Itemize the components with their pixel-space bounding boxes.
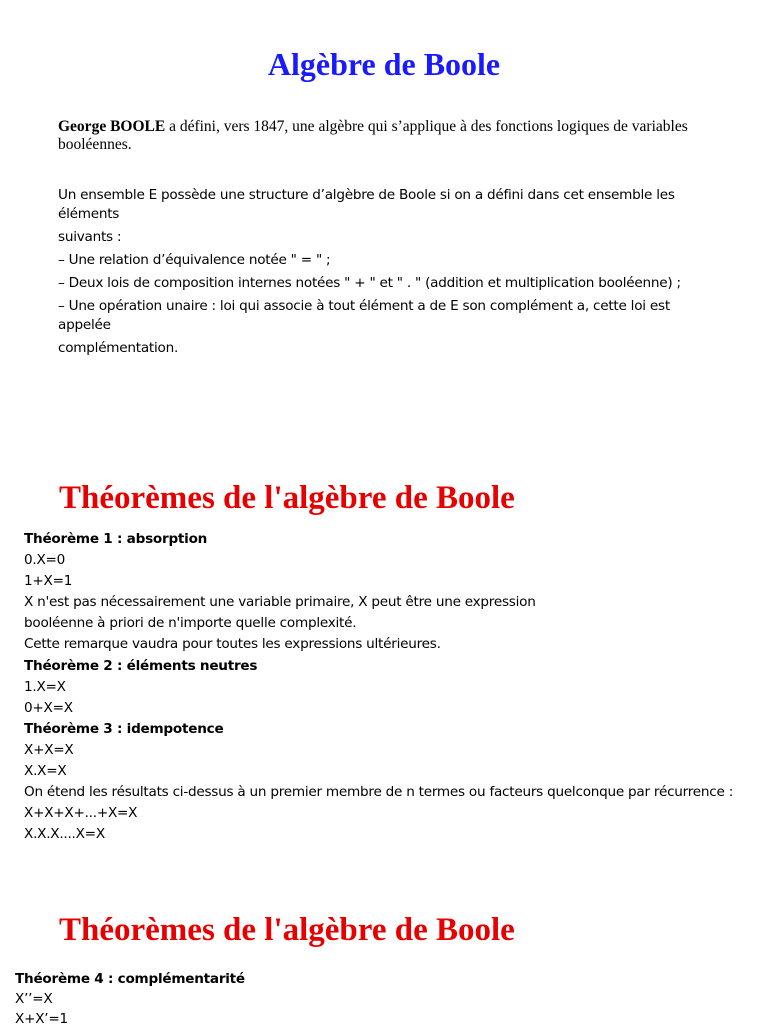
theorem-line: 0+X=X — [24, 699, 73, 716]
intro-text: a défini, vers 1847, une algèbre qui s’applique à des fonctions logiques de variables booléennes. — [58, 118, 688, 153]
theorem-line: X+X’=1 — [15, 1011, 68, 1027]
theorem-title: Théorème 2 : éléments neutres — [24, 657, 258, 674]
theorem-title: Théorème 3 : idempotence — [24, 720, 224, 737]
theorem-line: X.X.X....X=X — [24, 826, 105, 843]
theorem-line: X n'est pas nécessairement une variable primaire, X peut être une expression — [24, 594, 536, 611]
definition-line: suivants : — [58, 229, 122, 245]
theorem-line: 0.X=0 — [24, 552, 66, 569]
author-name: George BOOLE — [58, 118, 166, 135]
theorems-block-continued — [15, 969, 735, 1029]
theorem-line: Cette remarque vaudra pour toutes les expressions ultérieures. — [24, 636, 441, 653]
definition-line: – Deux lois de composition internes notées " + " et " . " (addition et multiplication booléenne) ; — [58, 275, 681, 291]
page-title: Algèbre de Boole — [267, 46, 501, 82]
definition-block — [58, 186, 718, 358]
definition-line: complémentation. — [58, 340, 179, 356]
section-heading: Théorèmes de l'algèbre de Boole — [59, 912, 515, 948]
theorems-block — [24, 529, 744, 845]
theorem-line: X+X=X — [24, 741, 74, 758]
intro-paragraph — [58, 118, 708, 154]
theorem-line: X.X=X — [24, 763, 67, 780]
definition-line: Un ensemble E possède une structure d’algèbre de Boole si on a défini dans cet ensemble les éléments — [58, 187, 675, 222]
theorem-line: 1+X=1 — [24, 573, 73, 590]
theorem-line: 1.X=X — [24, 678, 66, 695]
theorem-line: X’’=X — [15, 991, 53, 1007]
theorem-line: X+X+X+...+X=X — [24, 805, 138, 822]
definition-line: – Une opération unaire : loi qui associe à tout élément a de E son complément a, cette loi est appelée — [58, 298, 670, 333]
definition-line: – Une relation d’équivalence notée " = " ; — [58, 252, 331, 268]
section-heading: Théorèmes de l'algèbre de Boole — [59, 480, 515, 516]
theorem-line: On étend les résultats ci-dessus à un premier membre de n termes ou facteurs quelconque par récurrence : — [24, 784, 734, 801]
theorem-title: Théorème 4 : complémentarité — [15, 971, 245, 987]
theorem-title: Théorème 1 : absorption — [24, 531, 208, 547]
theorem-line: booléenne à priori de n'importe quelle complexité. — [24, 615, 357, 632]
